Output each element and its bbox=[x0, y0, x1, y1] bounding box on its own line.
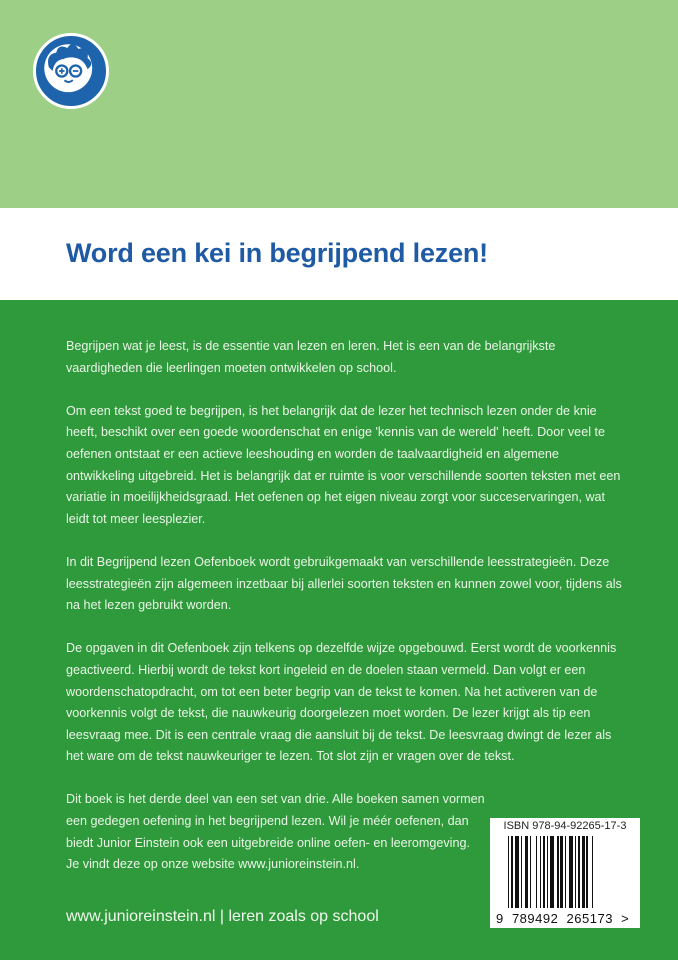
barcode-bar bbox=[536, 836, 537, 908]
blurb-paragraph: Dit boek is het derde deel van een set van drie. Alle boeken samen vormen een gedegen oefening in het begrijpend lezen. Wil je méér oefenen, dan biedt Junior Einstein ook een uitgebreide online oefen- en leeromgeving. Je vindt deze op onze website www.junioreinstein.nl. bbox=[66, 792, 485, 872]
barcode-bar bbox=[569, 836, 573, 908]
isbn-label: ISBN 978-94-92265-17-3 bbox=[503, 820, 627, 832]
barcode-digits: 9 789492 265173 > bbox=[496, 911, 630, 926]
barcode-bar bbox=[550, 836, 554, 908]
barcode-bar bbox=[592, 836, 593, 908]
blurb bbox=[66, 336, 626, 897]
barcode-bar bbox=[575, 836, 576, 908]
blurb-paragraph: Om een tekst goed te begrijpen, is het belangrijk dat de lezer het technisch lezen onder de knie heeft, beschikt over een goede woordenschat en enige 'kennis van de wereld' heeft. Door veel te oefenen ontstaat er een actieve leeshouding en worden de taalvaardigheid en algemene ontwikkeling uitgebreid. Het is belangrijk dat er ruimte is voor verschillende soorten teksten met een variatie in moeilijkheidsgraad. Het oefenen op het eigen niveau zorgt voor succeservaringen, wat leidt tot meer leesplezier. bbox=[66, 403, 621, 526]
isbn-barcode bbox=[490, 818, 640, 928]
barcode-bar bbox=[521, 836, 522, 908]
barcode-bar bbox=[525, 836, 528, 908]
footer-tagline: www.junioreinstein.nl | leren zoals op school bbox=[66, 908, 379, 925]
blurb-paragraph: De opgaven in dit Oefenboek zijn telkens op dezelfde wijze opgebouwd. Eerst wordt de voorkennis geactiveerd. Hierbij wordt de tekst kort ingeleid en de doelen staan vermeld. Dan volgt er een woordenschatopdracht, om tot een beter begrip van de tekst te komen. Na het activeren van de voorkennis volgt de tekst, die nauwkeurig doorgelezen moet worden. De lezer krijgt als tip een leesvraag mee. Dit is een centrale vraag die aansluit bij de tekst. De leesvraag dwingt de lezer als het ware om de tekst nauwkeuriger te lezen. Tot slot zijn er vragen over de tekst. bbox=[66, 641, 617, 764]
barcode-bar bbox=[557, 836, 558, 908]
barcode-bar bbox=[578, 836, 581, 908]
cover-title: Word een kei in begrijpend lezen! bbox=[66, 238, 488, 268]
blurb-paragraph: In dit Begrijpend lezen Oefenboek wordt gebruikgemaakt van verschillende leesstrategieën. Deze leesstrategieën zijn algemeen inzetbaar bij allerlei soorten teksten en kunnen zowel voor, tijdens als na het lezen gebruikt worden. bbox=[66, 554, 622, 613]
barcode-bar bbox=[511, 836, 514, 908]
barcode-bar bbox=[515, 836, 519, 908]
top-banner bbox=[0, 0, 678, 208]
barcode-bar bbox=[560, 836, 563, 908]
barcode-bar bbox=[547, 836, 548, 908]
barcode-bar bbox=[582, 836, 585, 908]
barcode-bar bbox=[508, 836, 509, 908]
barcode-bar bbox=[543, 836, 546, 908]
barcode-bar bbox=[530, 836, 531, 908]
junior-einstein-logo-icon bbox=[33, 33, 109, 109]
barcode-bar bbox=[540, 836, 541, 908]
barcode-bar bbox=[586, 836, 587, 908]
barcode-bar bbox=[565, 836, 566, 908]
barcode-bars bbox=[508, 836, 624, 908]
blurb-paragraph: Begrijpen wat je leest, is de essentie van lezen en leren. Het is een van de belangrijkste vaardigheden die leerlingen moeten ontwikkelen op school. bbox=[66, 339, 556, 375]
